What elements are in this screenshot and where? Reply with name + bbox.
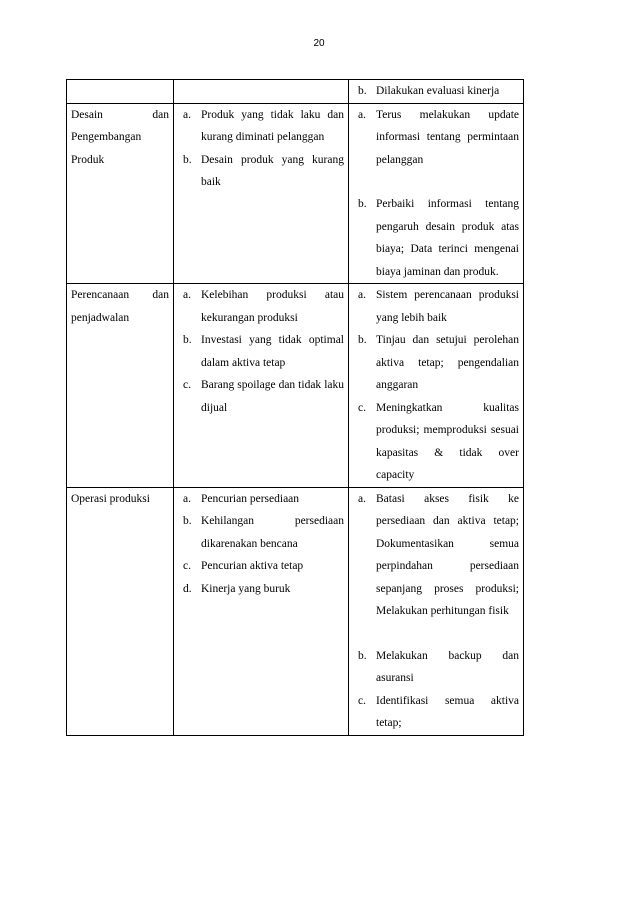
page-number: 20 [313,38,325,49]
list-item: a. Sistem perencanaan produksi yang lebih baik [358,289,519,324]
area-cell [67,284,174,488]
control-list [353,80,519,103]
table-row [67,487,524,735]
list-item: b. Dilakukan evaluasi kinerja [358,85,500,97]
list-item: b. Tinjau dan setujui perolehan aktiva tetap; pengendalian anggaran [358,334,519,391]
list-item: c. Identifikasi semua aktiva tetap; [358,694,519,729]
list-item: d. Kinerja yang buruk [183,582,291,595]
area-label: Desain dan Pengembangan Produk [71,108,169,166]
list-item: c. Pencurian aktiva tetap [183,560,304,572]
list-item: a. Terus melakukan update informasi tentang permintaan pelanggan [358,108,519,166]
control-cell [349,284,524,488]
list-item: c. Meningkatkan kualitas produksi; memproduksi sesuai kapasitas & tidak over capacity [358,401,519,481]
control-cell [349,80,524,104]
list-item: b. Kehilangan persediaan dikarenakan bencana [183,515,344,550]
area-cell [67,487,174,735]
control-list [353,488,519,735]
list-item: b. Melakukan backup dan asuransi [358,649,519,684]
list-item: b. Investasi yang tidak optimal dalam aktiva tetap [183,334,344,369]
table-row [67,80,524,104]
list-item: a. Pencurian persediaan [183,492,300,505]
risk-list [178,104,344,194]
control-cell [349,487,524,735]
control-cell [349,103,524,284]
list-item: a. Kelebihan produksi atau kekurangan produksi [183,289,344,324]
risk-list [178,284,344,419]
list-item: a. Produk yang tidak laku dan kurang diminati pelanggan [183,108,344,143]
control-list [353,284,519,487]
spacer [353,623,519,645]
area-cell [67,103,174,284]
risk-cell [174,80,349,104]
list-item: b. Perbaiki informasi tentang pengaruh desain produk atas biaya; Data terinci mengenai biaya jaminan dan produk. [358,198,519,278]
area-label: Perencanaan dan penjadwalan [71,289,169,324]
control-list [353,104,519,284]
table-row [67,103,524,284]
risk-cell [174,284,349,488]
list-item: c. Barang spoilage dan tidak laku dijual [183,379,344,414]
area-cell [67,80,174,104]
table-row [67,284,524,488]
risk-control-table [66,79,524,736]
risk-list [178,488,344,601]
spacer [353,171,519,193]
area-label: Operasi produksi [71,492,150,505]
risk-cell [174,487,349,735]
risk-cell [174,103,349,284]
list-item: b. Desain produk yang kurang baik [183,153,344,188]
list-item: a. Batasi akses fisik ke persediaan dan aktiva tetap; Dokumentasikan semua perpindahan persediaan sepanjang proses produksi; Melakukan perhitungan fisik [358,492,519,617]
